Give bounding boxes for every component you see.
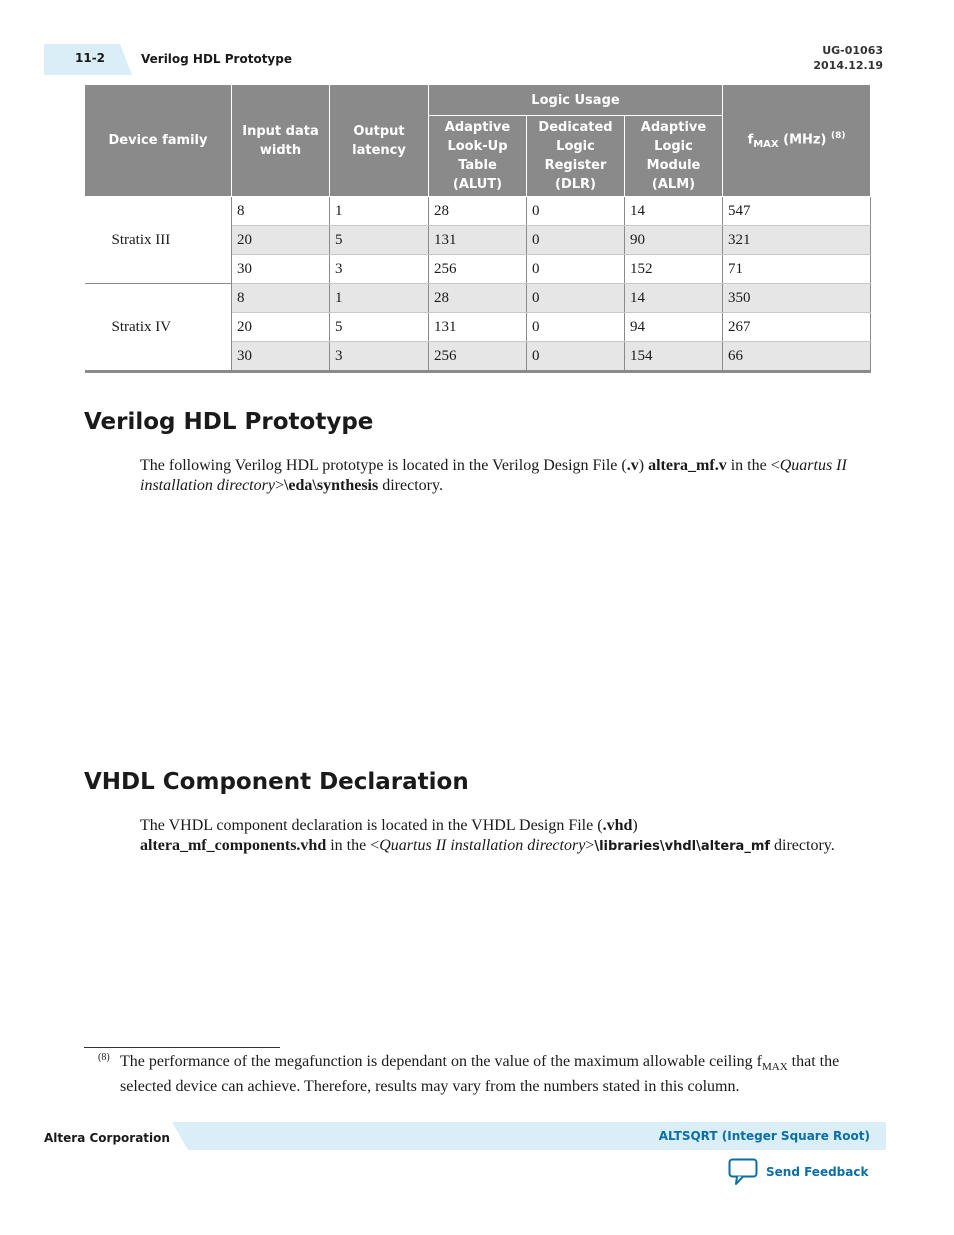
table-cell: 267	[723, 313, 871, 342]
table-cell: 8	[232, 284, 330, 313]
send-feedback-link[interactable]	[728, 1158, 868, 1186]
table-cell: 30	[232, 342, 330, 372]
col-logic-usage: Logic Usage	[429, 85, 723, 116]
footer-doc-title[interactable]: ALTSQRT (Integer Square Root)	[658, 1129, 870, 1143]
doc-meta	[813, 43, 883, 73]
table-cell: 5	[330, 226, 429, 255]
send-feedback-label[interactable]: Send Feedback	[766, 1165, 869, 1179]
table-cell: 1	[330, 197, 429, 226]
performance-table	[84, 84, 871, 373]
table-cell: 154	[625, 342, 723, 372]
table-cell: 5	[330, 313, 429, 342]
table-cell: 66	[723, 342, 871, 372]
vhdl-paragraph: The VHDL component declaration is located in the VHDL Design File (.vhd) altera_mf_components.vhd in the <Quartus II installation directory>\libraries\vhdl\altera_mf directory.	[140, 817, 835, 854]
table-cell: 321	[723, 226, 871, 255]
table-cell: 20	[232, 313, 330, 342]
col-fmax: $f_{MAX}$ (MHz) $^{(8)}$	[723, 85, 871, 197]
table-cell: 14	[625, 284, 723, 313]
footer-company: Altera Corporation	[44, 1131, 170, 1145]
running-title: Verilog HDL Prototype	[141, 52, 292, 66]
table-cell: 3	[330, 255, 429, 284]
table-cell: 256	[429, 255, 527, 284]
table-cell: 1	[330, 284, 429, 313]
device-cell: Stratix III	[85, 197, 232, 284]
verilog-heading: Verilog HDL Prototype	[84, 409, 374, 435]
col-alut: Adaptive Look-Up Table (ALUT)	[429, 116, 527, 197]
col-dlr: Dedicated Logic Register (DLR)	[527, 116, 625, 197]
doc-id: UG-01063	[822, 44, 883, 57]
table-cell: 28	[429, 284, 527, 313]
page-number: 11-2	[75, 51, 106, 65]
table-cell: 30	[232, 255, 330, 284]
table-cell: 14	[625, 197, 723, 226]
col-device-family: Device family	[85, 85, 232, 197]
footnote-mark: (8)	[98, 1052, 110, 1063]
table-cell: 94	[625, 313, 723, 342]
vhdl-heading: VHDL Component Declaration	[84, 769, 469, 795]
table-cell: 131	[429, 313, 527, 342]
verilog-paragraph: The following Verilog HDL prototype is located in the Verilog Design File (.v) altera_mf.v in the <Quartus II installation directory>\eda\synthesis directory.	[140, 457, 847, 494]
table-cell: 350	[723, 284, 871, 313]
col-output-latency: Output latency	[330, 85, 429, 197]
col-input-width: Input data width	[232, 85, 330, 197]
table-cell: 0	[527, 313, 625, 342]
chat-bubble-icon	[728, 1158, 758, 1186]
table-row	[85, 284, 871, 313]
doc-date: 2014.12.19	[813, 59, 883, 72]
table-cell: 8	[232, 197, 330, 226]
table-cell: 152	[625, 255, 723, 284]
device-cell: Stratix IV	[85, 284, 232, 372]
table-cell: 0	[527, 226, 625, 255]
col-alm: Adaptive Logic Module (ALM)	[625, 116, 723, 197]
table-cell: 131	[429, 226, 527, 255]
table-cell: 20	[232, 226, 330, 255]
table-cell: 0	[527, 284, 625, 313]
table-cell: 0	[527, 197, 625, 226]
table-cell: 256	[429, 342, 527, 372]
table-cell: 3	[330, 342, 429, 372]
footnote-text: The performance of the megafunction is dependant on the value of the maximum allowable ceiling $f_{MAX}$ that the selected device can achieve. Therefore, results may vary from the numbers stated in this column.	[120, 1053, 840, 1096]
table-cell: 547	[723, 197, 871, 226]
table-cell: 90	[625, 226, 723, 255]
table-cell: 0	[527, 255, 625, 284]
footnote-rule	[84, 1047, 280, 1048]
table-row	[85, 197, 871, 226]
table-cell: 71	[723, 255, 871, 284]
table-cell: 0	[527, 342, 625, 372]
table-cell: 28	[429, 197, 527, 226]
